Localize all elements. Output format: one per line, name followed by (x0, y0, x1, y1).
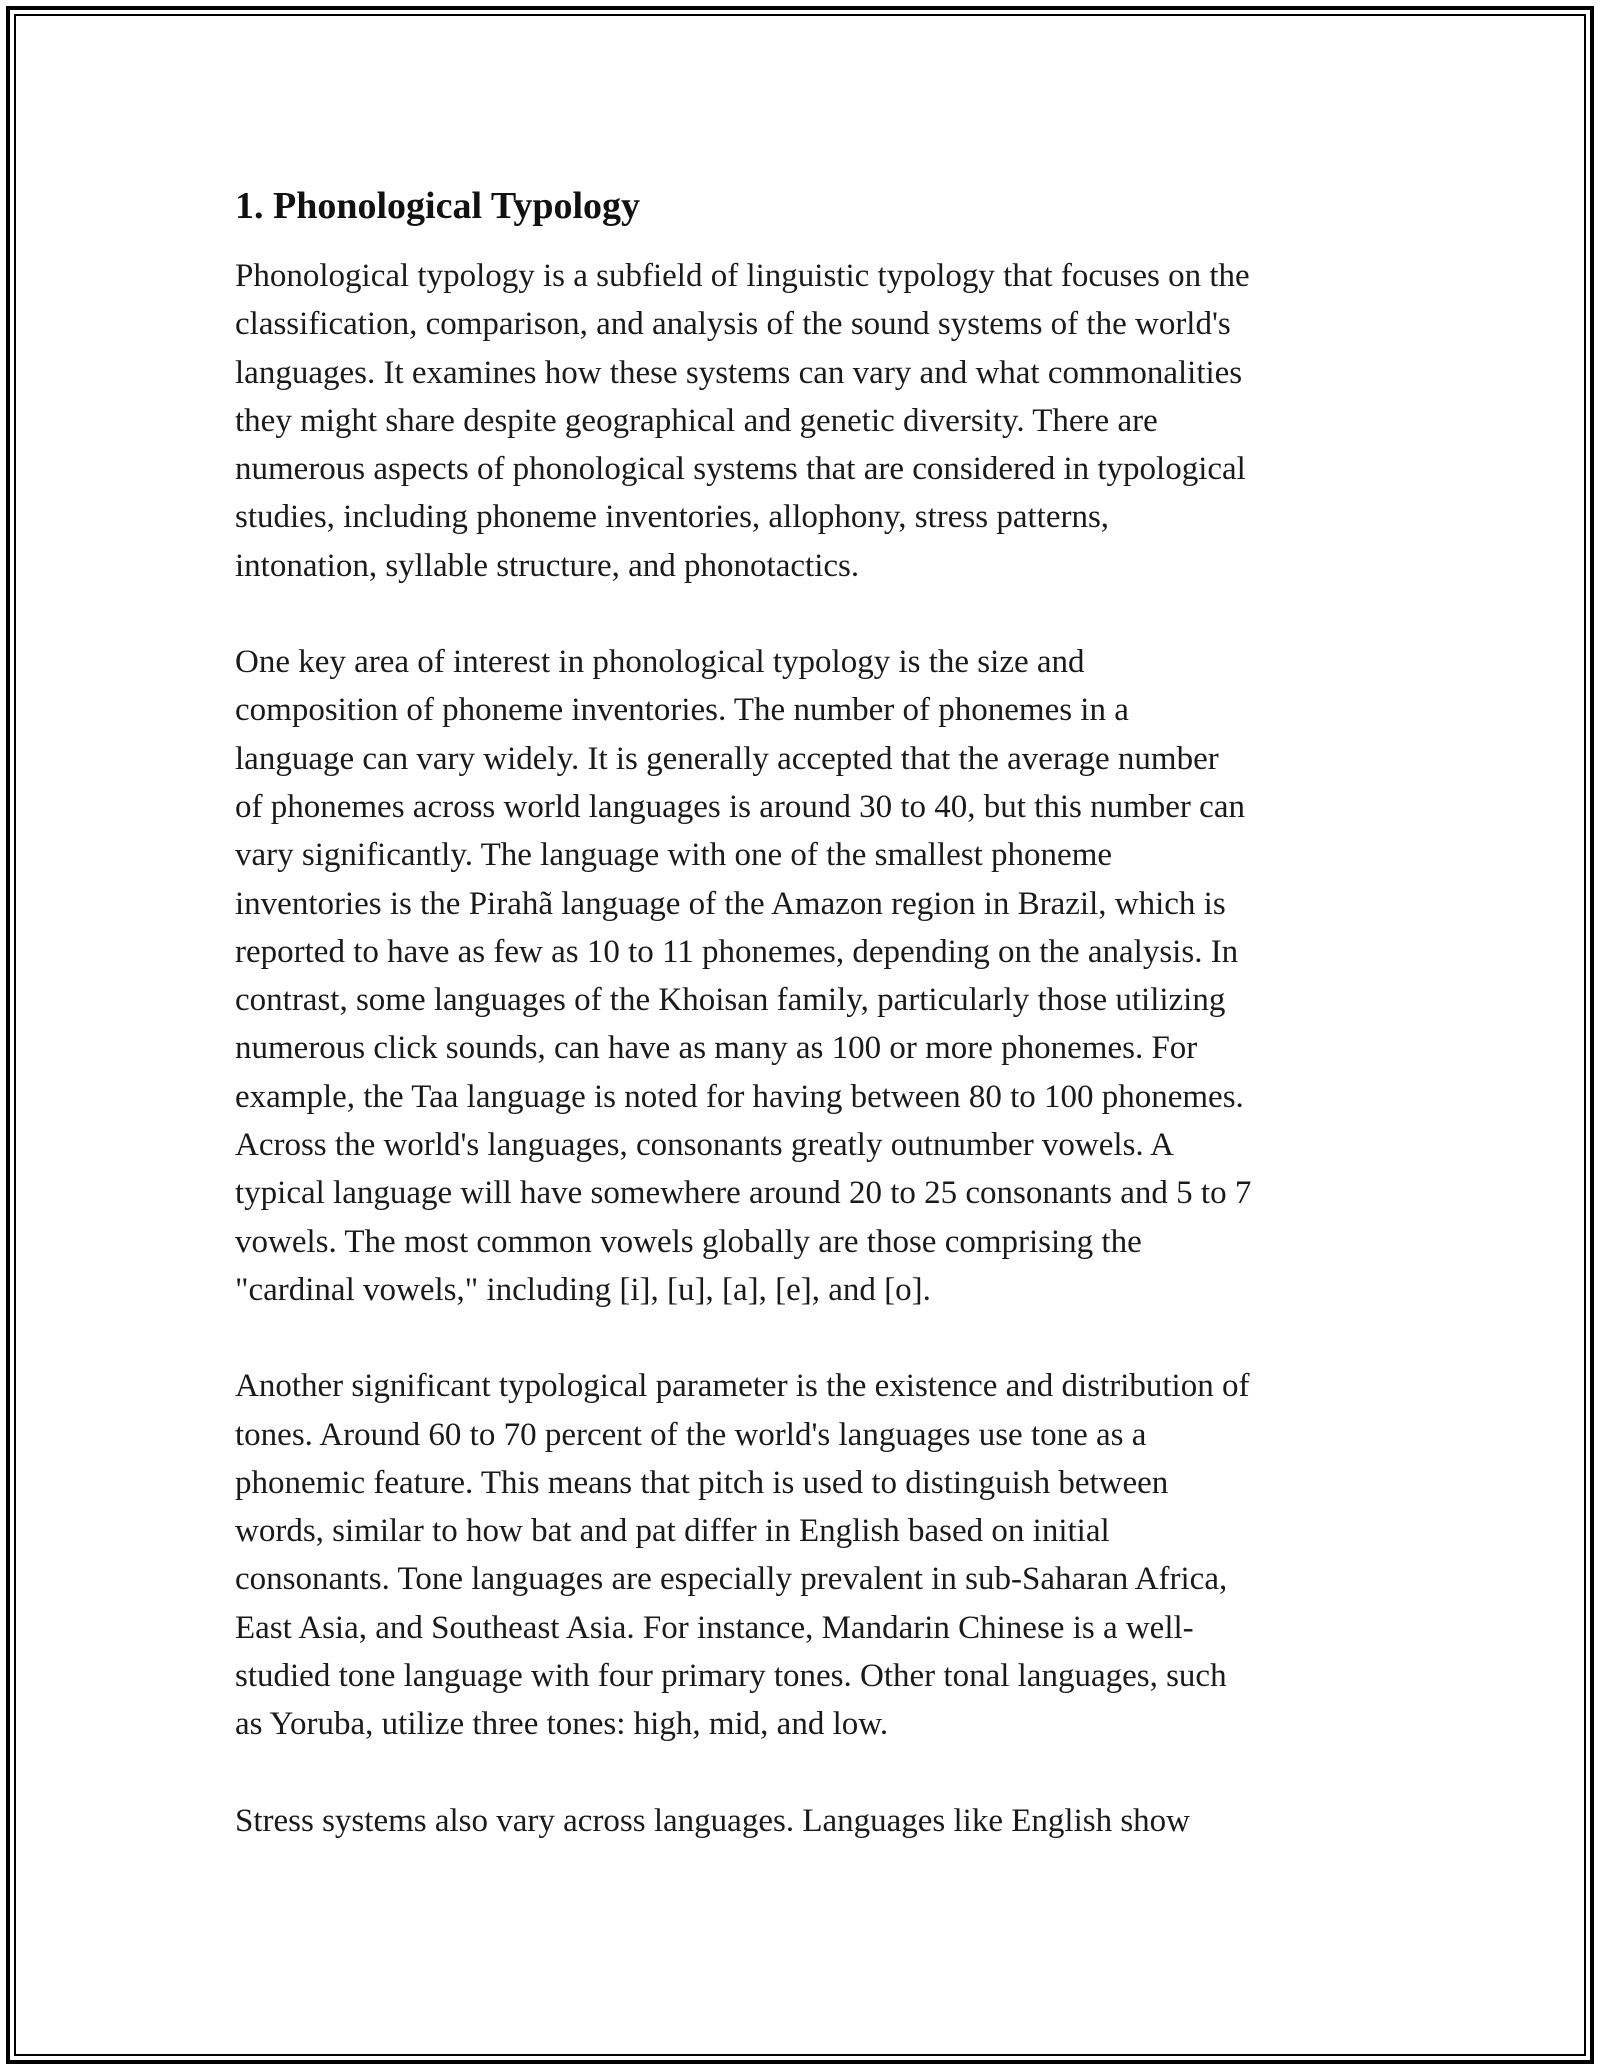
section-heading: 1. Phonological Typology (235, 185, 641, 227)
paragraph-tones: Another significant typological parameter is the existence and distribution of tones. Around 60 to 70 percent of the world's languages use tone as a phonemic feature. This means that pitch is used to distinguish between words, similar to how bat and pat differ in English based on initial consonants. Tone languages are especially prevalent in sub-Saharan Africa, East Asia, and Southeast Asia. For instance, Mandarin Chinese is a well- studied tone language with four primary tones. Other tonal languages, such as Yoruba, utilize three tones: high, mid, and low. (235, 1368, 1250, 1743)
paragraph-intro: Phonological typology is a subfield of linguistic typology that focuses on the classification, comparison, and analysis of the sound systems of the world's languages. It examines how these systems can vary and what commonalities they might share despite geographical and genetic diversity. There are numerous aspects of phonological systems that are considered in typological studies, including phoneme inventories, allophony, stress patterns, intonation, syllable structure, and phonotactics. (235, 258, 1250, 584)
paragraph-phoneme-inventories: One key area of interest in phonological typology is the size and composition of phoneme inventories. The number of phonemes in a language can vary widely. It is generally accepted that the average number of phonemes across world languages is around 30 to 40, but this number can vary significantly. The language with one of the smallest phoneme inventories is the Pirahã language of the Amazon region in Brazil, which is reported to have as few as 10 to 11 phonemes, depending on the analysis. In contrast, some languages of the Khoisan family, particularly those utilizing numerous click sounds, can have as many as 100 or more phonemes. For example, the Taa language is noted for having between 80 to 100 phonemes. Across the world's languages, consonants greatly outnumber vowels. A typical language will have somewhere around 20 to 25 consonants and 5 to 7 vowels. The most common vowels globally are those comprising the "cardinal vowels," including [i], [u], [a], [e], and [o]. (235, 644, 1252, 1308)
paragraph-stress: Stress systems also vary across languages. Languages like English show (235, 1802, 1191, 1839)
document-body (235, 180, 1370, 1893)
